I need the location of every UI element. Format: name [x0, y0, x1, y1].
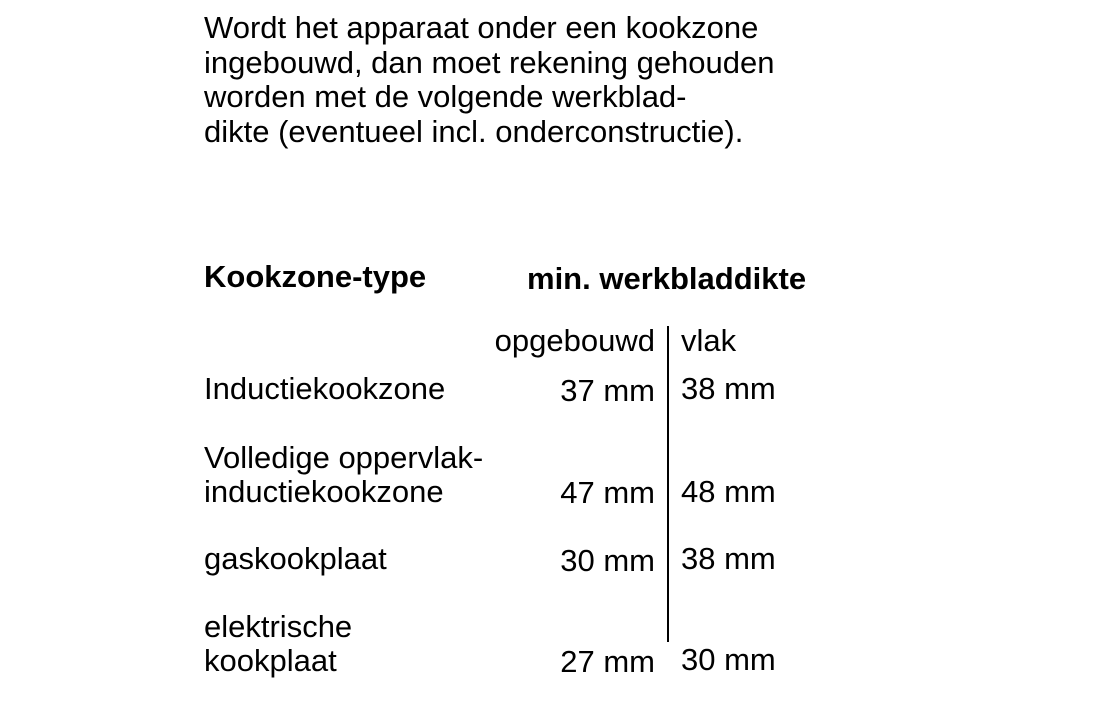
table-row-opgebouwd: 27 mm	[560, 644, 655, 679]
table-row-type: inductiekookzone	[204, 474, 444, 509]
table-row-type: Inductiekookzone	[204, 371, 446, 406]
table-row-opgebouwd: 30 mm	[560, 543, 655, 578]
intro-line: dikte (eventueel incl. onderconstructie).	[204, 113, 744, 149]
intro-line: ingebouwd, dan moet rekening gehouden	[204, 44, 775, 80]
table-row-vlak: 48 mm	[681, 474, 776, 509]
subheader-opgebouwd: opgebouwd	[494, 323, 655, 358]
column-divider	[667, 326, 669, 642]
subheader-vlak: vlak	[681, 323, 737, 358]
table-row-type: Volledige oppervlak-	[204, 440, 484, 475]
table-row-vlak: 38 mm	[681, 541, 776, 576]
table-row-type: kookplaat	[204, 643, 337, 678]
column-header-min-werkbladdikte: min. werkbladdikte	[527, 261, 807, 296]
table-row-vlak: 30 mm	[681, 642, 776, 677]
table-row-type: elektrische	[204, 609, 353, 644]
table-row-type: gaskookplaat	[204, 541, 387, 576]
intro-line: Wordt het apparaat onder een kookzone	[204, 10, 759, 45]
table-row-vlak: 38 mm	[681, 371, 776, 406]
table-row-opgebouwd: 47 mm	[560, 475, 655, 510]
intro-line: worden met de volgende werkblad-	[204, 79, 687, 114]
table-row-opgebouwd: 37 mm	[560, 373, 655, 408]
column-header-kookzone-type: Kookzone-type	[204, 259, 427, 294]
intro-paragraph	[204, 11, 924, 149]
